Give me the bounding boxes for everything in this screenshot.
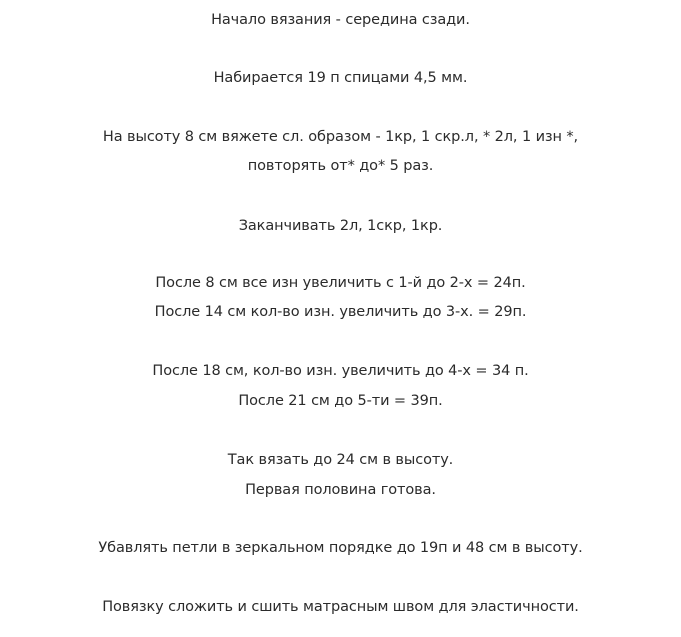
instruction-increase-8cm: После 8 см все изн увеличить с 1-й до 2-х = 24п.: [155, 275, 526, 291]
instruction-sew-seam: Повязку сложить и сшить матрасным швом для эластичности.: [102, 599, 579, 615]
instruction-pattern-line-2: повторять от* до* 5 раз.: [247, 158, 434, 174]
instruction-decrease-mirror: Убавлять петли в зеркальном порядке до 19п и 48 см в высоту.: [98, 540, 583, 556]
instruction-cast-on: Набирается 19 п спицами 4,5 мм.: [213, 70, 468, 86]
instruction-increase-21cm: После 21 см до 5-ти = 39п.: [238, 393, 443, 409]
instruction-pattern-line-1: На высоту 8 см вяжете сл. образом - 1кр, 1 скр.л, * 2л, 1 изн *,: [102, 129, 579, 145]
instruction-first-half-done: Первая половина готова.: [245, 482, 436, 498]
instruction-knit-to-24cm: Так вязать до 24 см в высоту.: [227, 452, 454, 468]
instruction-start-point: Начало вязания - середина сзади.: [211, 12, 470, 28]
instruction-increase-14cm: После 14 см кол-во изн. увеличить до 3-х. = 29п.: [154, 304, 527, 320]
instruction-increase-18cm: После 18 см, кол-во изн. увеличить до 4-х = 34 п.: [152, 363, 529, 379]
instruction-finish-row: Заканчивать 2л, 1скр, 1кр.: [238, 218, 443, 234]
